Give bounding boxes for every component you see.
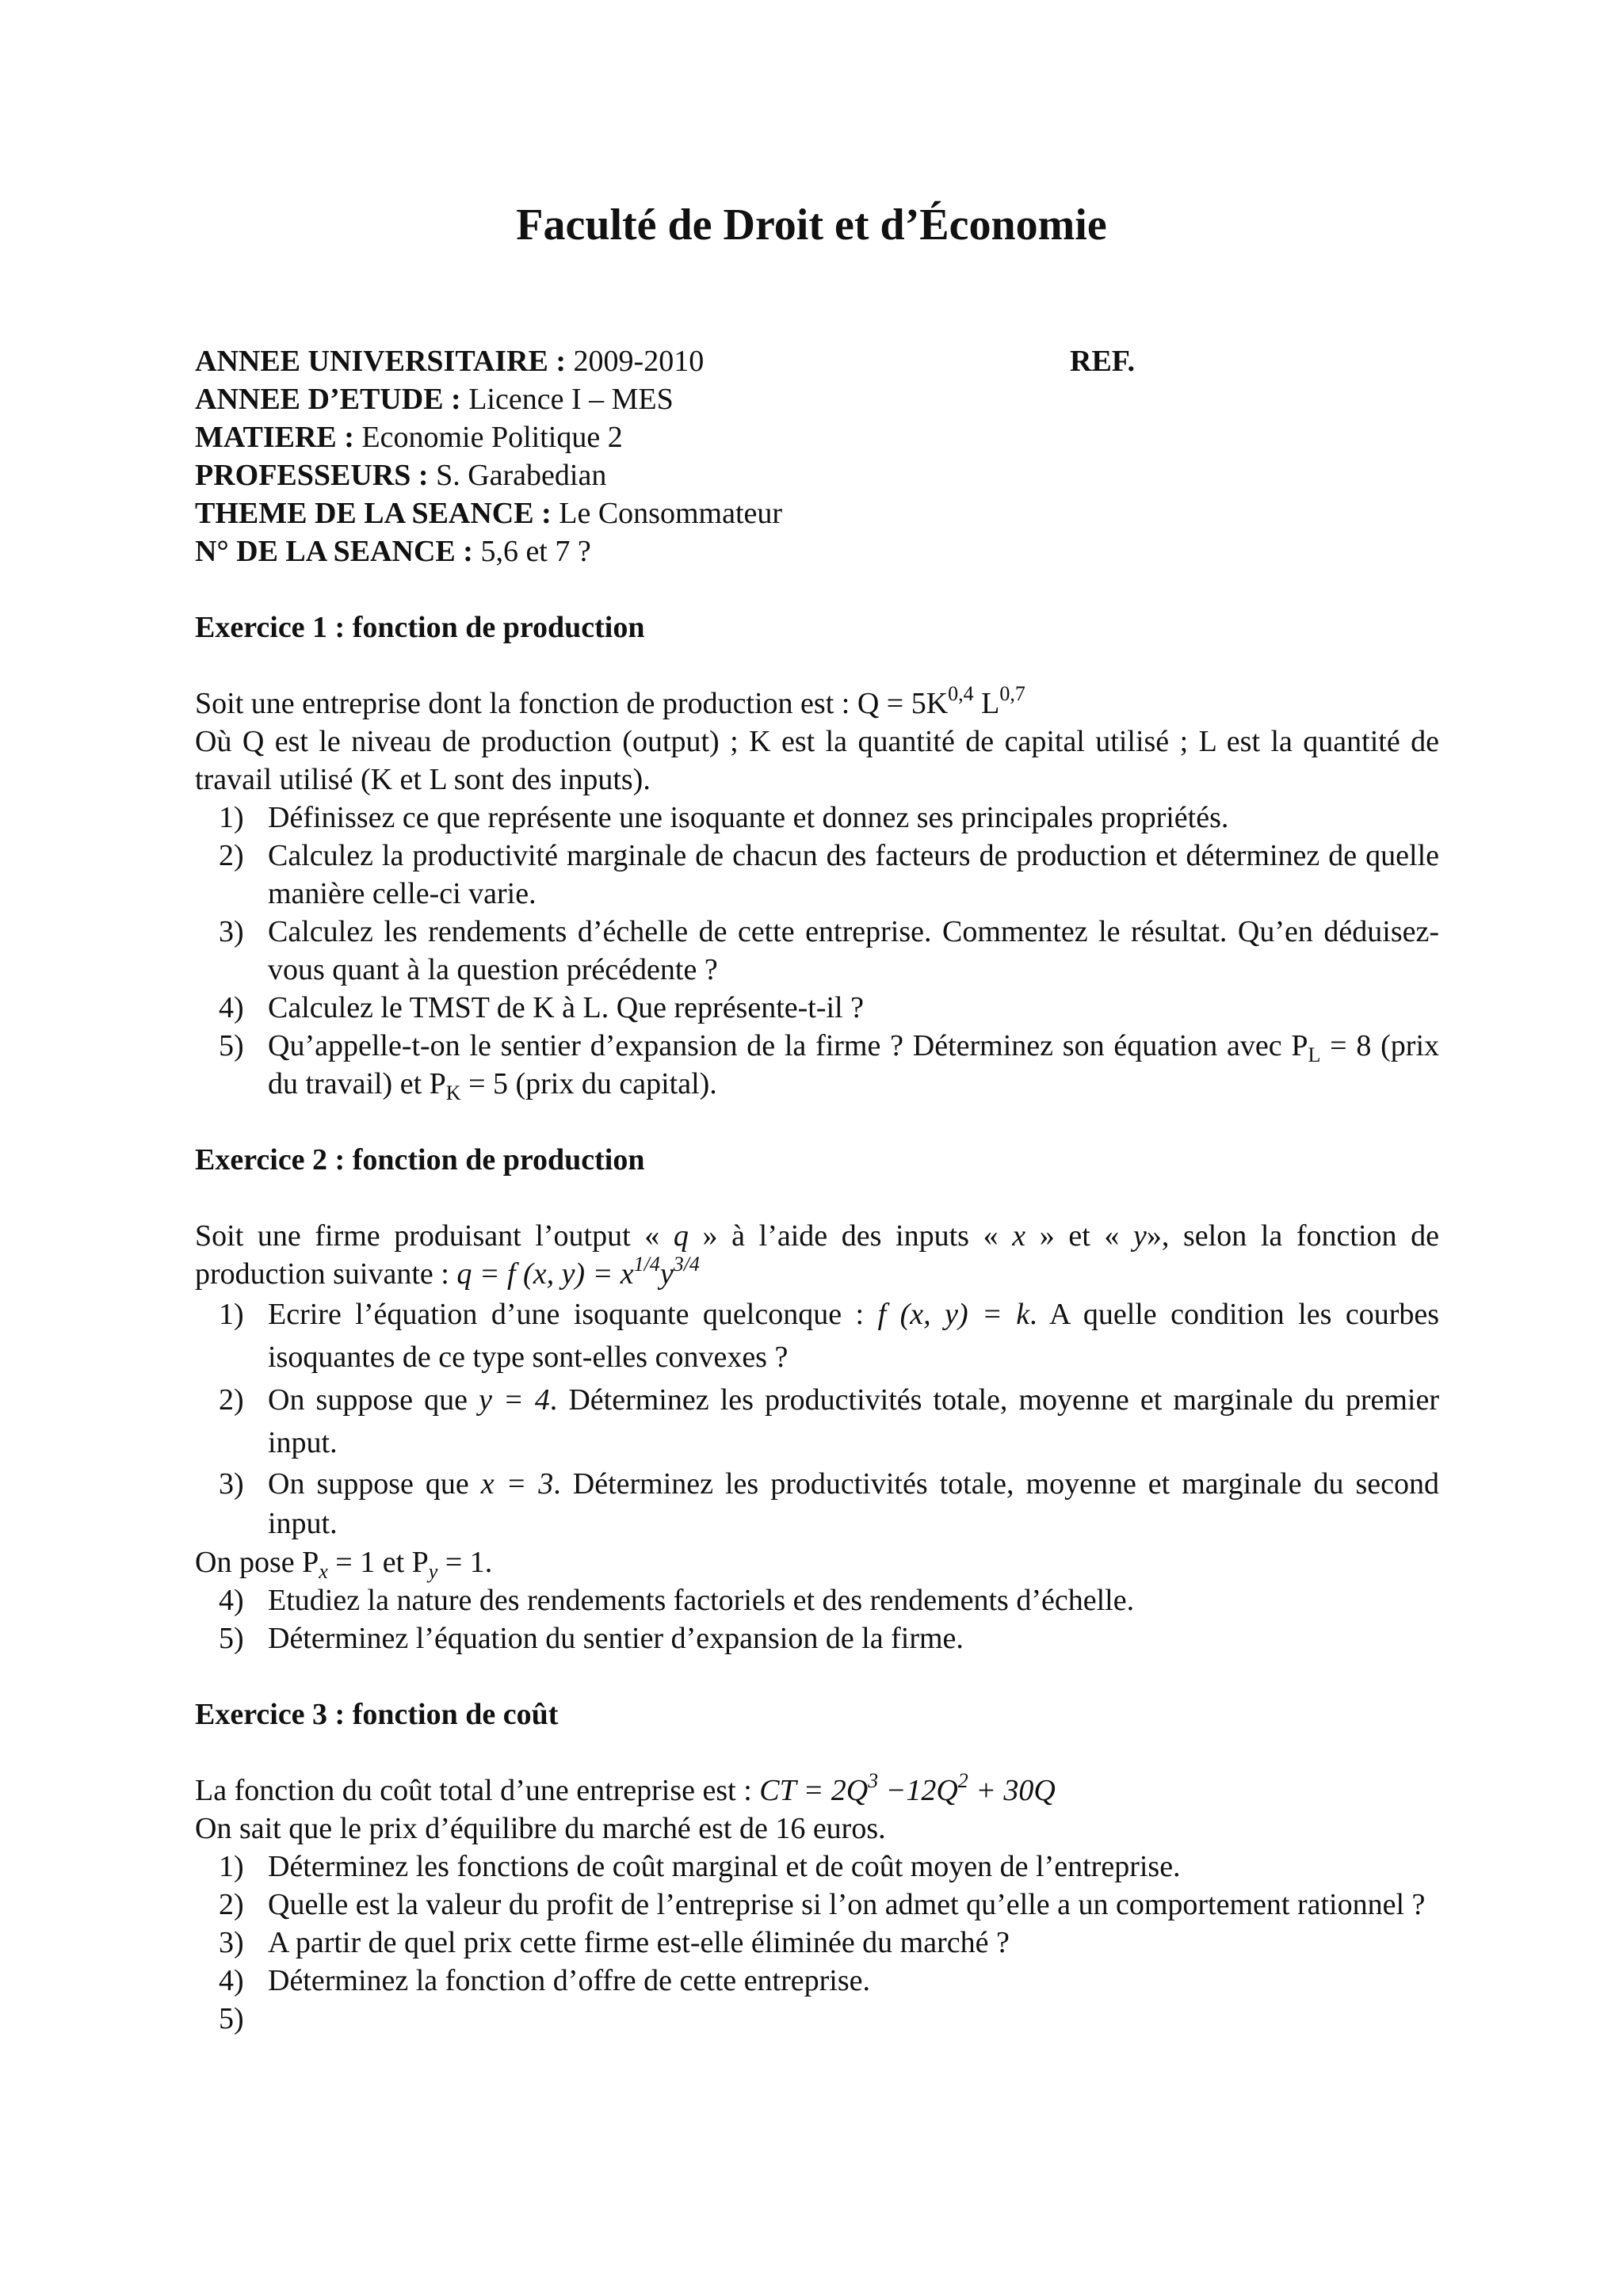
list-item: 4) Calculez le TMST de K à L. Que représente-t-il ? xyxy=(219,991,864,1024)
exercise-3-formula-line: La fonction du coût total d’une entreprise est : CT = $2Q^3 -12Q^2 + 30Q$ xyxy=(195,1769,1056,1807)
list-item: 2) On suppose que y = 4. Déterminez les productivités totale, moyenne et marginale du premier input. xyxy=(219,1383,1439,1459)
list-item: 2) Quelle est la valeur du profit de l’entreprise si l’on admet qu’elle a un comportement rationnel ? xyxy=(219,1888,1426,1921)
exercise-3-questions: 1) Déterminez les fonctions de coût marginal et de coût moyen de l’entreprise. 2) Quelle est la valeur du profit de l’entreprise si l’on admet qu’elle a un comportement rationnel ? 3) A partir de quel prix cette firme est-elle éliminée du marché ? 4) Déterminez la fonction d’offre de cette entreprise. 5) xyxy=(195,1848,1439,2000)
list-item: 4) Déterminez la fonction d’offre de cette entreprise. xyxy=(219,1964,870,1997)
header-seance xyxy=(195,532,1439,570)
list-item: 5) Déterminez l’équation du sentier d’expansion de la firme. xyxy=(219,1622,964,1655)
matiere-value: Economie Politique 2 xyxy=(361,421,623,454)
exercise-2-intro: Soit une firme produisant l’output « q » à l’aide des inputs « x » et « y», selon la fonction de production suivante : q = f (x, $y) = x^{1/4}y^{3/4}$ xyxy=(195,1219,1440,1291)
etude-value: Licence I – MES xyxy=(468,383,674,416)
header-professeurs xyxy=(195,456,1439,494)
list-item: 5) Qu’appelle-t-on le sentier d’expansion de la firme ? Déterminez son équation avec $P_L = 8$ (prix du travail) et $P_K = 5$ (prix du capital). xyxy=(219,1029,1440,1104)
prof-value: S. Garabedian xyxy=(436,459,607,492)
theme-value: Le Consommateur xyxy=(559,497,783,530)
exercise-1-formula-line: Soit une entreprise dont la fonction de production est : $Q = 5K^{0,4}$ L$^{0,7}$ xyxy=(195,682,1025,720)
exercise-1-title: Exercice 1 : fonction de production xyxy=(195,611,645,644)
header-etude xyxy=(195,380,1439,418)
matiere-label: MATIERE : xyxy=(195,421,354,454)
seance-value: 5,6 et 7 ? xyxy=(480,535,591,568)
list-item: 3) On suppose que x = 3. Déterminez les productivités totale, moyenne et marginale du second input. xyxy=(219,1467,1439,1540)
seance-label: N° DE LA SEANCE : xyxy=(195,535,473,568)
exercise-2-questions-a xyxy=(195,1293,1439,1543)
exercise-2-prices: On pose $P_x = 1$ et $P_y = 1$. xyxy=(195,1546,493,1583)
document-body xyxy=(195,342,1440,2035)
list-item: 1) Définissez ce que représente une isoquante et donnez ses principales propriétés. xyxy=(219,801,1229,834)
annee-label: ANNEE UNIVERSITAIRE : xyxy=(195,345,567,378)
ref-label: REF. xyxy=(1070,345,1136,378)
list-item: 1) Ecrire l’équation d’une isoquante quelconque : f (x, y) = k. A quelle condition les courbes isoquantes de ce type sont-elles convexes ? xyxy=(219,1298,1440,1374)
exercise-3-intro: On sait que le prix d’équilibre du marché est de 16 euros. xyxy=(195,1812,886,1845)
header-annee xyxy=(195,342,1439,380)
list-item: 3) Calculez les rendements d’échelle de cette entreprise. Commentez le résultat. Qu’en déduisez-vous quant à la question précédente ? xyxy=(219,915,1439,986)
header-theme xyxy=(195,494,1439,532)
list-item: 2) Calculez la productivité marginale de chacun des facteurs de production et déterminez de quelle manière celle-ci varie. xyxy=(219,839,1439,910)
exercise-2-questions-b xyxy=(195,1581,1439,1657)
list-item: 3) A partir de quel prix cette firme est-elle éliminée du marché ? xyxy=(219,1926,1010,1959)
exercise-3-title: Exercice 3 : fonction de coût xyxy=(195,1698,559,1731)
exercise-1-questions xyxy=(195,799,1439,1103)
etude-label: ANNEE D’ETUDE : xyxy=(195,383,461,416)
prof-label: PROFESSEURS : xyxy=(195,459,429,492)
header-matiere xyxy=(195,418,1439,456)
list-item: 4) Etudiez la nature des rendements factoriels et des rendements d’échelle. xyxy=(219,1584,1135,1617)
theme-label: THEME DE LA SEANCE : xyxy=(195,497,552,530)
annee-value: 2009-2010 xyxy=(573,345,705,378)
list-item: 1) Déterminez les fonctions de coût marginal et de coût moyen de l’entreprise. xyxy=(219,1850,1181,1883)
exercise-2-title: Exercice 2 : fonction de production xyxy=(195,1143,645,1177)
page-title: Faculté de Droit et d’Économie xyxy=(516,200,1107,250)
exercise-1-intro: Où Q est le niveau de production (output) ; K est la quantité de capital utilisé ; L est la quantité de travail utilisé (K et L sont des inputs). xyxy=(195,725,1439,796)
